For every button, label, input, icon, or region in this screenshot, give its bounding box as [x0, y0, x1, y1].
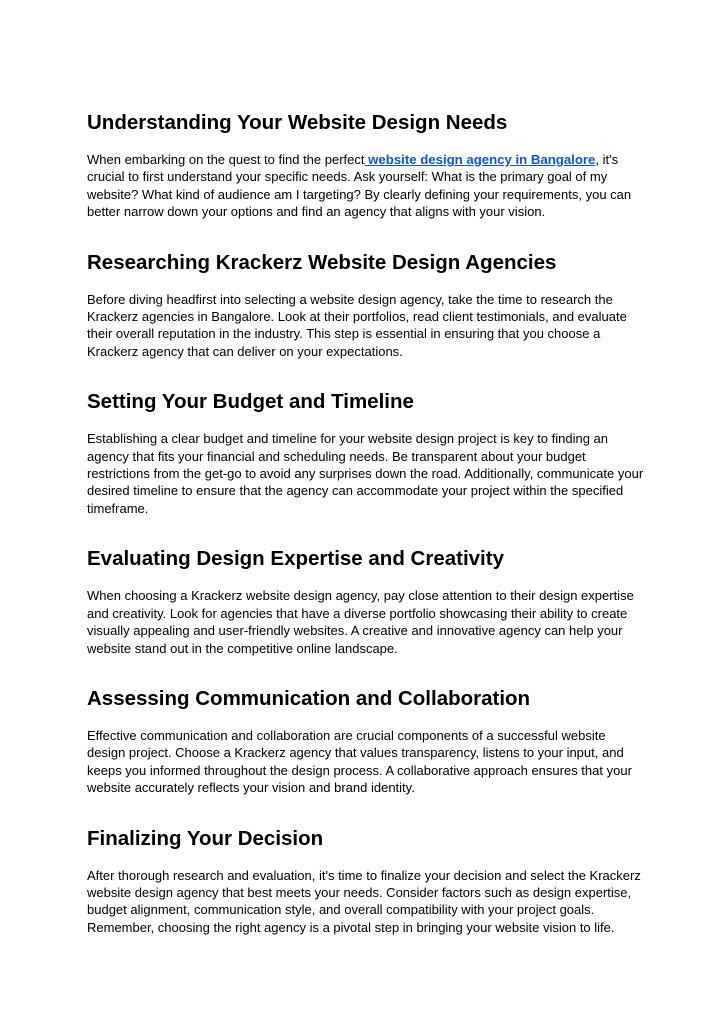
section-body: After thorough research and evaluation, it's time to finalize your decision and select the Krackerz website design agency that best meets your needs. Consider factors such as design expertise, budget alignment, communication style, and overall compatibility with your project goals. Remember, choosing the right agency is a pivotal step in bringing your website vision to life. — [87, 867, 641, 935]
body-text-before-link: When embarking on the quest to find the perfect — [87, 152, 365, 167]
section-communication — [87, 686, 647, 797]
section-heading: Assessing Communication and Collaboration — [87, 686, 531, 710]
section-heading: Understanding Your Website Design Needs — [87, 111, 508, 134]
section-heading: Finalizing Your Decision — [87, 826, 324, 850]
section-heading: Researching Krackerz Website Design Agencies — [87, 250, 557, 274]
section-heading: Setting Your Budget and Timeline — [87, 390, 414, 414]
section-understanding-needs — [87, 110, 647, 221]
section-design-expertise — [87, 546, 647, 657]
website-design-agency-link[interactable]: website design agency in Bangalore — [364, 152, 596, 167]
section-body: Establishing a clear budget and timeline for your website design project is key to finding an agency that fits your financial and scheduling needs. Be transparent about your budget restrictions from the get-go to avoid any surprises down the road. Additionally, communicate your desired timeline to ensure that the agency can accommodate your project within the specified timeframe. — [87, 431, 644, 516]
section-finalizing-decision — [87, 826, 647, 937]
section-researching-agencies — [87, 250, 647, 361]
body-text-after-link: , it's crucial to first understand your specific needs. Ask yourself: What is the primary goal of my website? What kind of audience am I targeting? By clearly defining your requirements, you can better narrow down your options and find an agency that aligns with your vision. — [87, 152, 632, 220]
section-budget-timeline — [87, 389, 647, 517]
document-page — [87, 98, 647, 965]
section-heading: Evaluating Design Expertise and Creativity — [87, 547, 504, 571]
section-body: Effective communication and collaboration are crucial components of a successful website design project. Choose a Krackerz agency that values transparency, listens to your input, and keeps you informed throughout the design process. A collaborative approach ensures that your website accurately reflects your vision and brand identity. — [87, 727, 632, 796]
section-body: Before diving headfirst into selecting a website design agency, take the time to research the Krackerz agencies in Bangalore. Look at their portfolios, read client testimonials, and evaluate their overall reputation in the industry. This step is essential in ensuring that you choose a Krackerz agency that can deliver on your expectations. — [87, 291, 627, 359]
section-body — [87, 151, 647, 221]
section-body: When choosing a Krackerz website design agency, pay close attention to their design expertise and creativity. Look for agencies that have a diverse portfolio showcasing their ability to create visually appealing and user-friendly websites. A creative and innovative agency can help your website stand out in the competitive online landscape. — [87, 588, 634, 656]
